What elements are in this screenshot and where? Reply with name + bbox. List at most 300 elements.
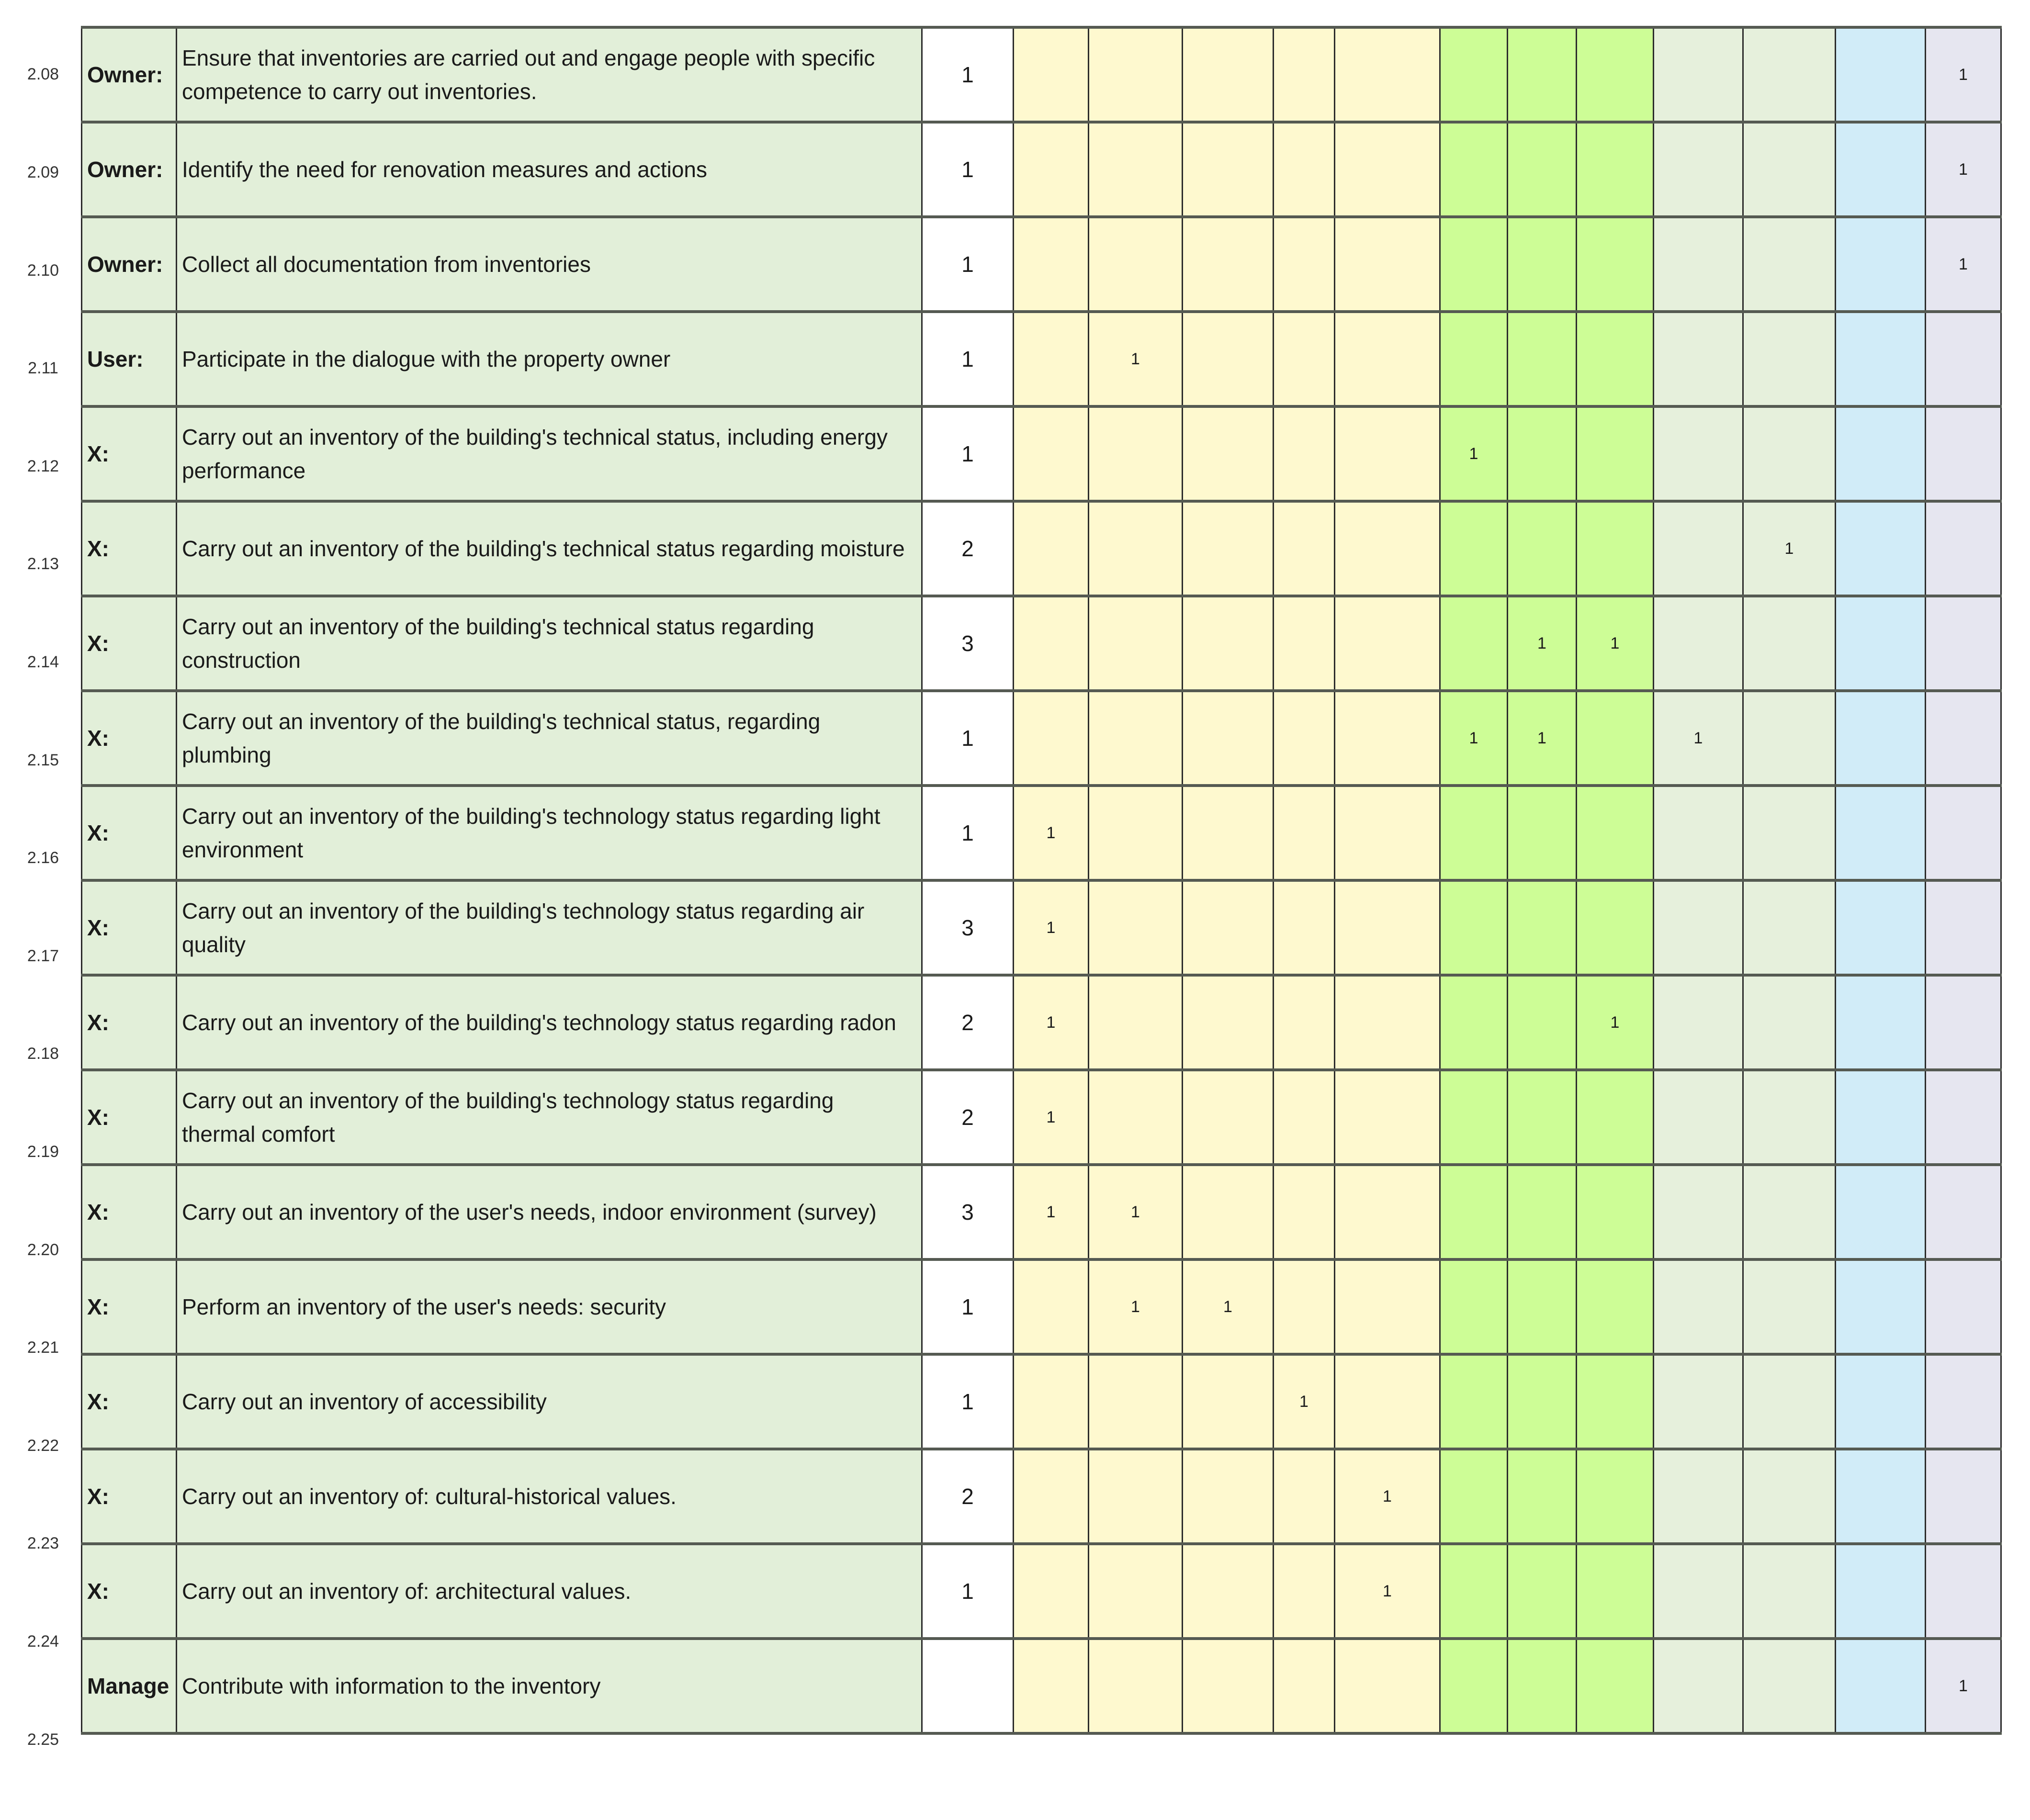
matrix-cell[interactable] bbox=[1183, 406, 1274, 501]
matrix-cell[interactable] bbox=[1014, 312, 1089, 406]
matrix-cell[interactable] bbox=[1274, 691, 1335, 786]
matrix-cell[interactable] bbox=[1274, 122, 1335, 217]
matrix-cell[interactable] bbox=[1274, 1639, 1335, 1733]
matrix-cell[interactable] bbox=[1440, 975, 1508, 1070]
description-cell[interactable]: Collect all documentation from inventories bbox=[177, 217, 922, 312]
matrix-cell[interactable] bbox=[1577, 1259, 1654, 1354]
matrix-cell[interactable] bbox=[1508, 1354, 1577, 1449]
matrix-cell[interactable] bbox=[1836, 217, 1926, 312]
table-row bbox=[82, 786, 2001, 880]
matrix-cell[interactable] bbox=[1014, 1259, 1089, 1354]
matrix-cell[interactable] bbox=[1274, 1449, 1335, 1544]
matrix-cell[interactable] bbox=[1743, 1354, 1836, 1449]
matrix-cell[interactable] bbox=[1089, 501, 1183, 596]
matrix-cell[interactable] bbox=[1577, 1449, 1654, 1544]
matrix-cell[interactable] bbox=[1743, 691, 1836, 786]
matrix-cell[interactable]: 1 bbox=[1440, 691, 1508, 786]
table-row bbox=[82, 596, 2001, 691]
total-cell[interactable]: 2 bbox=[922, 1070, 1014, 1165]
matrix-cell[interactable] bbox=[1183, 501, 1274, 596]
matrix-cell[interactable] bbox=[1335, 27, 1440, 122]
matrix-cell[interactable] bbox=[1014, 1354, 1089, 1449]
matrix-cell[interactable] bbox=[1274, 27, 1335, 122]
role-cell[interactable]: Owner: bbox=[82, 27, 177, 122]
matrix-cell[interactable] bbox=[1089, 1639, 1183, 1733]
matrix-cell[interactable] bbox=[1654, 786, 1743, 880]
total-cell[interactable]: 1 bbox=[922, 1354, 1014, 1449]
role-cell[interactable]: X: bbox=[82, 691, 177, 786]
description-cell[interactable]: Carry out an inventory of the building's technology status regarding light environment bbox=[177, 786, 922, 880]
matrix-cell[interactable] bbox=[1440, 1449, 1508, 1544]
matrix-cell[interactable] bbox=[1183, 27, 1274, 122]
matrix-cell[interactable] bbox=[1654, 880, 1743, 975]
matrix-cell[interactable] bbox=[1577, 27, 1654, 122]
matrix-cell[interactable] bbox=[1440, 1259, 1508, 1354]
table-row bbox=[82, 406, 2001, 501]
matrix-cell[interactable] bbox=[1440, 1070, 1508, 1165]
matrix-cell[interactable] bbox=[1836, 691, 1926, 786]
matrix-cell[interactable]: 1 bbox=[1014, 880, 1089, 975]
matrix-cell[interactable] bbox=[1743, 880, 1836, 975]
matrix-cell[interactable] bbox=[1743, 217, 1836, 312]
matrix-cell[interactable] bbox=[1743, 1259, 1836, 1354]
matrix-cell[interactable] bbox=[1577, 217, 1654, 312]
table-row bbox=[82, 1165, 2001, 1259]
matrix-cell[interactable]: 1 bbox=[1926, 122, 2001, 217]
matrix-cell[interactable] bbox=[1440, 1544, 1508, 1639]
matrix-cell[interactable]: 1 bbox=[1089, 1259, 1183, 1354]
matrix-cell[interactable] bbox=[1926, 786, 2001, 880]
row-number: 2.10 bbox=[27, 261, 59, 280]
matrix-cell[interactable] bbox=[1926, 880, 2001, 975]
matrix-cell[interactable] bbox=[1743, 1449, 1836, 1544]
matrix-cell[interactable] bbox=[1183, 880, 1274, 975]
matrix-cell[interactable] bbox=[1274, 596, 1335, 691]
matrix-cell[interactable] bbox=[1577, 1544, 1654, 1639]
matrix-cell[interactable] bbox=[1577, 880, 1654, 975]
table-row bbox=[82, 312, 2001, 406]
role-cell[interactable]: X: bbox=[82, 1544, 177, 1639]
matrix-cell[interactable] bbox=[1508, 406, 1577, 501]
matrix-cell[interactable] bbox=[1577, 786, 1654, 880]
row-number: 2.08 bbox=[27, 65, 59, 84]
matrix-cell[interactable] bbox=[1335, 880, 1440, 975]
total-cell[interactable]: 1 bbox=[922, 122, 1014, 217]
matrix-cell[interactable] bbox=[1508, 1259, 1577, 1354]
role-cell[interactable]: X: bbox=[82, 975, 177, 1070]
matrix-cell[interactable] bbox=[1183, 217, 1274, 312]
matrix-cell[interactable] bbox=[1183, 1354, 1274, 1449]
matrix-cell[interactable] bbox=[1014, 217, 1089, 312]
matrix-cell[interactable] bbox=[1014, 1449, 1089, 1544]
matrix-cell[interactable] bbox=[1183, 1544, 1274, 1639]
matrix-cell[interactable] bbox=[1335, 122, 1440, 217]
role-cell[interactable]: Owner: bbox=[82, 217, 177, 312]
row-number: 2.14 bbox=[27, 652, 59, 671]
matrix-cell[interactable] bbox=[1654, 122, 1743, 217]
role-cell[interactable]: Owner: bbox=[82, 122, 177, 217]
matrix-cell[interactable] bbox=[1654, 1259, 1743, 1354]
matrix-cell[interactable] bbox=[1014, 1639, 1089, 1733]
description-cell[interactable]: Carry out an inventory of: architectural values. bbox=[177, 1544, 922, 1639]
table-row bbox=[82, 1639, 2001, 1733]
matrix-cell[interactable] bbox=[1743, 786, 1836, 880]
matrix-cell[interactable] bbox=[1183, 1165, 1274, 1259]
matrix-cell[interactable] bbox=[1440, 217, 1508, 312]
description-cell[interactable]: Contribute with information to the inventory bbox=[177, 1639, 922, 1733]
matrix-cell[interactable]: 1 bbox=[1274, 1354, 1335, 1449]
matrix-cell[interactable] bbox=[1440, 880, 1508, 975]
total-cell[interactable]: 1 bbox=[922, 217, 1014, 312]
matrix-cell[interactable] bbox=[1926, 312, 2001, 406]
matrix-cell[interactable] bbox=[1836, 880, 1926, 975]
matrix-cell[interactable] bbox=[1836, 596, 1926, 691]
matrix-cell[interactable] bbox=[1508, 1544, 1577, 1639]
description-cell[interactable]: Ensure that inventories are carried out and engage people with specific competence to carry out inventories. bbox=[177, 27, 922, 122]
matrix-cell[interactable] bbox=[1183, 691, 1274, 786]
matrix-cell[interactable] bbox=[1743, 1165, 1836, 1259]
matrix-cell[interactable] bbox=[1836, 122, 1926, 217]
total-cell[interactable]: 1 bbox=[922, 312, 1014, 406]
matrix-cell[interactable] bbox=[1335, 501, 1440, 596]
matrix-cell[interactable] bbox=[1089, 786, 1183, 880]
matrix-cell[interactable] bbox=[1836, 1259, 1926, 1354]
matrix-cell[interactable] bbox=[1577, 406, 1654, 501]
matrix-cell[interactable] bbox=[1577, 691, 1654, 786]
matrix-cell[interactable] bbox=[1089, 1354, 1183, 1449]
matrix-cell[interactable] bbox=[1926, 1165, 2001, 1259]
matrix-cell[interactable] bbox=[1836, 1449, 1926, 1544]
matrix-cell[interactable] bbox=[1335, 1354, 1440, 1449]
matrix-cell[interactable] bbox=[1183, 1070, 1274, 1165]
row-number: 2.21 bbox=[27, 1338, 59, 1357]
matrix-cell[interactable]: 1 bbox=[1926, 1639, 2001, 1733]
table-row bbox=[82, 975, 2001, 1070]
matrix-cell[interactable] bbox=[1335, 596, 1440, 691]
matrix-cell[interactable] bbox=[1508, 975, 1577, 1070]
row-number: 2.16 bbox=[27, 849, 59, 867]
role-cell[interactable]: X: bbox=[82, 501, 177, 596]
role-cell[interactable]: X: bbox=[82, 406, 177, 501]
matrix-cell[interactable] bbox=[1014, 691, 1089, 786]
matrix-cell[interactable] bbox=[1654, 596, 1743, 691]
matrix-cell[interactable] bbox=[1274, 217, 1335, 312]
matrix-cell[interactable] bbox=[1183, 312, 1274, 406]
matrix-cell[interactable] bbox=[1743, 1639, 1836, 1733]
matrix-cell[interactable] bbox=[1089, 596, 1183, 691]
matrix-cell[interactable]: 1 bbox=[1014, 1070, 1089, 1165]
matrix-cell[interactable] bbox=[1508, 312, 1577, 406]
matrix-cell[interactable] bbox=[1508, 1449, 1577, 1544]
matrix-cell[interactable] bbox=[1089, 122, 1183, 217]
table-row bbox=[82, 217, 2001, 312]
matrix-cell[interactable] bbox=[1274, 312, 1335, 406]
description-cell[interactable]: Identify the need for renovation measures and actions bbox=[177, 122, 922, 217]
matrix-cell[interactable] bbox=[1440, 27, 1508, 122]
matrix-cell[interactable] bbox=[1274, 1544, 1335, 1639]
role-cell[interactable]: X: bbox=[82, 1354, 177, 1449]
table-row bbox=[82, 27, 2001, 122]
role-cell[interactable]: X: bbox=[82, 596, 177, 691]
matrix-cell[interactable]: 1 bbox=[1926, 217, 2001, 312]
matrix-cell[interactable] bbox=[1183, 975, 1274, 1070]
matrix-cell[interactable] bbox=[1335, 786, 1440, 880]
matrix-cell[interactable]: 1 bbox=[1089, 312, 1183, 406]
matrix-cell[interactable] bbox=[1577, 501, 1654, 596]
row-number: 2.15 bbox=[27, 751, 59, 769]
description-cell[interactable]: Carry out an inventory of accessibility bbox=[177, 1354, 922, 1449]
description-cell[interactable]: Carry out an inventory of the user's needs, indoor environment (survey) bbox=[177, 1165, 922, 1259]
total-cell[interactable]: 2 bbox=[922, 975, 1014, 1070]
matrix-cell[interactable] bbox=[1926, 691, 2001, 786]
matrix-cell[interactable] bbox=[1440, 786, 1508, 880]
matrix-cell[interactable] bbox=[1014, 596, 1089, 691]
matrix-cell[interactable] bbox=[1508, 122, 1577, 217]
matrix-cell[interactable] bbox=[1926, 975, 2001, 1070]
total-cell[interactable] bbox=[922, 1639, 1014, 1733]
matrix-cell[interactable] bbox=[1926, 1544, 2001, 1639]
matrix-cell[interactable] bbox=[1743, 975, 1836, 1070]
matrix-cell[interactable] bbox=[1508, 1165, 1577, 1259]
matrix-cell[interactable] bbox=[1335, 1070, 1440, 1165]
matrix-cell[interactable] bbox=[1089, 27, 1183, 122]
total-cell[interactable]: 2 bbox=[922, 1449, 1014, 1544]
matrix-cell[interactable] bbox=[1014, 122, 1089, 217]
row-number: 2.23 bbox=[27, 1534, 59, 1553]
matrix-cell[interactable] bbox=[1743, 27, 1836, 122]
matrix-cell[interactable] bbox=[1440, 122, 1508, 217]
matrix-cell[interactable] bbox=[1836, 1639, 1926, 1733]
matrix-cell[interactable] bbox=[1183, 1449, 1274, 1544]
matrix-cell[interactable] bbox=[1089, 691, 1183, 786]
matrix-cell[interactable] bbox=[1508, 1070, 1577, 1165]
table-row bbox=[82, 1449, 2001, 1544]
matrix-cell[interactable]: 1 bbox=[1508, 691, 1577, 786]
row-number: 2.18 bbox=[27, 1045, 59, 1063]
matrix-cell[interactable] bbox=[1836, 406, 1926, 501]
matrix-cell[interactable]: 1 bbox=[1508, 596, 1577, 691]
matrix-cell[interactable] bbox=[1440, 596, 1508, 691]
matrix-cell[interactable] bbox=[1577, 1070, 1654, 1165]
total-cell[interactable]: 1 bbox=[922, 406, 1014, 501]
matrix-cell[interactable] bbox=[1743, 122, 1836, 217]
matrix-cell[interactable] bbox=[1183, 122, 1274, 217]
matrix-cell[interactable] bbox=[1926, 406, 2001, 501]
matrix-cell[interactable] bbox=[1926, 1070, 2001, 1165]
matrix-cell[interactable] bbox=[1274, 1165, 1335, 1259]
matrix-cell[interactable]: 1 bbox=[1577, 975, 1654, 1070]
matrix-cell[interactable]: 1 bbox=[1183, 1259, 1274, 1354]
matrix-cell[interactable] bbox=[1836, 975, 1926, 1070]
description-cell[interactable]: Participate in the dialogue with the property owner bbox=[177, 312, 922, 406]
table-row bbox=[82, 501, 2001, 596]
matrix-cell[interactable] bbox=[1508, 786, 1577, 880]
matrix-cell[interactable] bbox=[1654, 1544, 1743, 1639]
matrix-cell[interactable] bbox=[1508, 27, 1577, 122]
total-cell[interactable]: 2 bbox=[922, 501, 1014, 596]
matrix-cell[interactable]: 1 bbox=[1440, 406, 1508, 501]
matrix-cell[interactable] bbox=[1274, 975, 1335, 1070]
matrix-cell[interactable] bbox=[1654, 406, 1743, 501]
matrix-cell[interactable] bbox=[1335, 691, 1440, 786]
matrix-cell[interactable] bbox=[1440, 501, 1508, 596]
matrix-cell[interactable] bbox=[1508, 217, 1577, 312]
total-cell[interactable]: 1 bbox=[922, 691, 1014, 786]
matrix-cell[interactable] bbox=[1654, 27, 1743, 122]
row-number: 2.22 bbox=[27, 1436, 59, 1455]
matrix-cell[interactable]: 1 bbox=[1654, 691, 1743, 786]
matrix-cell[interactable] bbox=[1089, 1544, 1183, 1639]
matrix-cell[interactable] bbox=[1654, 1165, 1743, 1259]
description-cell[interactable]: Carry out an inventory of the building's technical status, regarding plumbing bbox=[177, 691, 922, 786]
matrix-cell[interactable] bbox=[1926, 1354, 2001, 1449]
matrix-cell[interactable] bbox=[1577, 122, 1654, 217]
matrix-cell[interactable] bbox=[1577, 1639, 1654, 1733]
matrix-cell[interactable] bbox=[1836, 1165, 1926, 1259]
total-cell[interactable]: 3 bbox=[922, 596, 1014, 691]
description-cell[interactable]: Carry out an inventory of the building's technical status, including energy performance bbox=[177, 406, 922, 501]
matrix-cell[interactable] bbox=[1089, 406, 1183, 501]
matrix-cell[interactable] bbox=[1926, 596, 2001, 691]
total-cell[interactable]: 3 bbox=[922, 880, 1014, 975]
matrix-cell[interactable] bbox=[1743, 1070, 1836, 1165]
total-cell[interactable]: 3 bbox=[922, 1165, 1014, 1259]
matrix-cell[interactable] bbox=[1926, 1449, 2001, 1544]
matrix-cell[interactable] bbox=[1926, 1259, 2001, 1354]
matrix-cell[interactable] bbox=[1743, 312, 1836, 406]
matrix-cell[interactable] bbox=[1335, 975, 1440, 1070]
row-number: 2.12 bbox=[27, 457, 59, 475]
matrix-cell[interactable]: 1 bbox=[1577, 596, 1654, 691]
matrix-cell[interactable] bbox=[1654, 217, 1743, 312]
row-number: 2.11 bbox=[28, 359, 58, 378]
description-cell[interactable]: Carry out an inventory of the building's technical status regarding moisture bbox=[177, 501, 922, 596]
table-row bbox=[82, 1259, 2001, 1354]
matrix-cell[interactable]: 1 bbox=[1743, 501, 1836, 596]
matrix-cell[interactable] bbox=[1577, 1354, 1654, 1449]
matrix-cell[interactable] bbox=[1014, 501, 1089, 596]
matrix-cell[interactable] bbox=[1508, 880, 1577, 975]
row-number: 2.19 bbox=[27, 1142, 59, 1161]
row-number: 2.09 bbox=[27, 163, 59, 181]
matrix-cell[interactable] bbox=[1836, 1544, 1926, 1639]
matrix-cell[interactable] bbox=[1183, 786, 1274, 880]
matrix-cell[interactable] bbox=[1926, 501, 2001, 596]
matrix-cell[interactable] bbox=[1836, 786, 1926, 880]
matrix-cell[interactable] bbox=[1274, 406, 1335, 501]
matrix-cell[interactable] bbox=[1274, 786, 1335, 880]
matrix-cell[interactable] bbox=[1654, 312, 1743, 406]
matrix-cell[interactable] bbox=[1743, 596, 1836, 691]
matrix-cell[interactable] bbox=[1836, 312, 1926, 406]
matrix-cell[interactable] bbox=[1335, 1639, 1440, 1733]
matrix-cell[interactable] bbox=[1440, 1165, 1508, 1259]
role-cell[interactable]: Manage bbox=[82, 1639, 177, 1733]
matrix-cell[interactable] bbox=[1335, 217, 1440, 312]
role-cell[interactable]: X: bbox=[82, 1449, 177, 1544]
description-cell[interactable]: Perform an inventory of the user's needs: security bbox=[177, 1259, 922, 1354]
matrix-cell[interactable] bbox=[1335, 1259, 1440, 1354]
matrix-cell[interactable] bbox=[1743, 1544, 1836, 1639]
description-cell[interactable]: Carry out an inventory of the building's technology status regarding air quality bbox=[177, 880, 922, 975]
matrix-cell[interactable] bbox=[1577, 1165, 1654, 1259]
description-cell[interactable]: Carry out an inventory of the building's technology status regarding thermal comfort bbox=[177, 1070, 922, 1165]
matrix-cell[interactable] bbox=[1836, 1070, 1926, 1165]
table-row bbox=[82, 1544, 2001, 1639]
description-cell[interactable]: Carry out an inventory of: cultural-historical values. bbox=[177, 1449, 922, 1544]
description-cell[interactable]: Carry out an inventory of the building's technology status regarding radon bbox=[177, 975, 922, 1070]
matrix-cell[interactable] bbox=[1089, 217, 1183, 312]
matrix-cell[interactable] bbox=[1836, 1354, 1926, 1449]
matrix-cell[interactable] bbox=[1183, 1639, 1274, 1733]
role-cell[interactable]: X: bbox=[82, 786, 177, 880]
row-number: 2.24 bbox=[27, 1632, 59, 1651]
total-cell[interactable]: 1 bbox=[922, 786, 1014, 880]
matrix-cell[interactable] bbox=[1577, 312, 1654, 406]
matrix-cell[interactable] bbox=[1508, 1639, 1577, 1733]
matrix-cell[interactable] bbox=[1836, 501, 1926, 596]
matrix-cell[interactable]: 1 bbox=[1014, 1165, 1089, 1259]
role-cell[interactable]: X: bbox=[82, 880, 177, 975]
matrix-cell[interactable] bbox=[1654, 1449, 1743, 1544]
role-cell[interactable]: X: bbox=[82, 1259, 177, 1354]
matrix-cell[interactable] bbox=[1089, 1070, 1183, 1165]
matrix-cell[interactable] bbox=[1274, 1070, 1335, 1165]
matrix-cell[interactable] bbox=[1014, 27, 1089, 122]
matrix-cell[interactable] bbox=[1508, 501, 1577, 596]
matrix-cell[interactable] bbox=[1654, 501, 1743, 596]
matrix-cell[interactable] bbox=[1183, 596, 1274, 691]
table-row bbox=[82, 1070, 2001, 1165]
matrix-cell[interactable] bbox=[1274, 880, 1335, 975]
matrix-cell[interactable] bbox=[1654, 1639, 1743, 1733]
matrix-cell[interactable] bbox=[1836, 27, 1926, 122]
matrix-cell[interactable] bbox=[1014, 1544, 1089, 1639]
matrix-cell[interactable] bbox=[1274, 1259, 1335, 1354]
role-cell[interactable]: X: bbox=[82, 1070, 177, 1165]
total-cell[interactable]: 1 bbox=[922, 1259, 1014, 1354]
matrix-cell[interactable] bbox=[1335, 1165, 1440, 1259]
matrix-cell[interactable] bbox=[1335, 312, 1440, 406]
matrix-cell[interactable] bbox=[1440, 312, 1508, 406]
total-cell[interactable]: 1 bbox=[922, 27, 1014, 122]
matrix-cell[interactable] bbox=[1089, 1449, 1183, 1544]
matrix-cell[interactable] bbox=[1654, 975, 1743, 1070]
matrix-cell[interactable] bbox=[1089, 975, 1183, 1070]
matrix-cell[interactable] bbox=[1014, 406, 1089, 501]
total-cell[interactable]: 1 bbox=[922, 1544, 1014, 1639]
role-cell[interactable]: User: bbox=[82, 312, 177, 406]
matrix-cell[interactable] bbox=[1274, 501, 1335, 596]
table-row bbox=[82, 1354, 2001, 1449]
matrix-cell[interactable]: 1 bbox=[1335, 1449, 1440, 1544]
matrix-cell[interactable]: 1 bbox=[1089, 1165, 1183, 1259]
matrix-cell[interactable] bbox=[1743, 406, 1836, 501]
role-cell[interactable]: X: bbox=[82, 1165, 177, 1259]
matrix-cell[interactable]: 1 bbox=[1014, 975, 1089, 1070]
matrix-cell[interactable]: 1 bbox=[1335, 1544, 1440, 1639]
matrix-cell[interactable]: 1 bbox=[1014, 786, 1089, 880]
matrix-cell[interactable] bbox=[1335, 406, 1440, 501]
matrix-cell[interactable] bbox=[1440, 1639, 1508, 1733]
description-cell[interactable]: Carry out an inventory of the building's technical status regarding construction bbox=[177, 596, 922, 691]
matrix-cell[interactable] bbox=[1440, 1354, 1508, 1449]
matrix-cell[interactable] bbox=[1654, 1354, 1743, 1449]
matrix-cell[interactable] bbox=[1654, 1070, 1743, 1165]
matrix-cell[interactable] bbox=[1089, 880, 1183, 975]
matrix-cell[interactable]: 1 bbox=[1926, 27, 2001, 122]
row-number: 2.25 bbox=[27, 1730, 59, 1749]
